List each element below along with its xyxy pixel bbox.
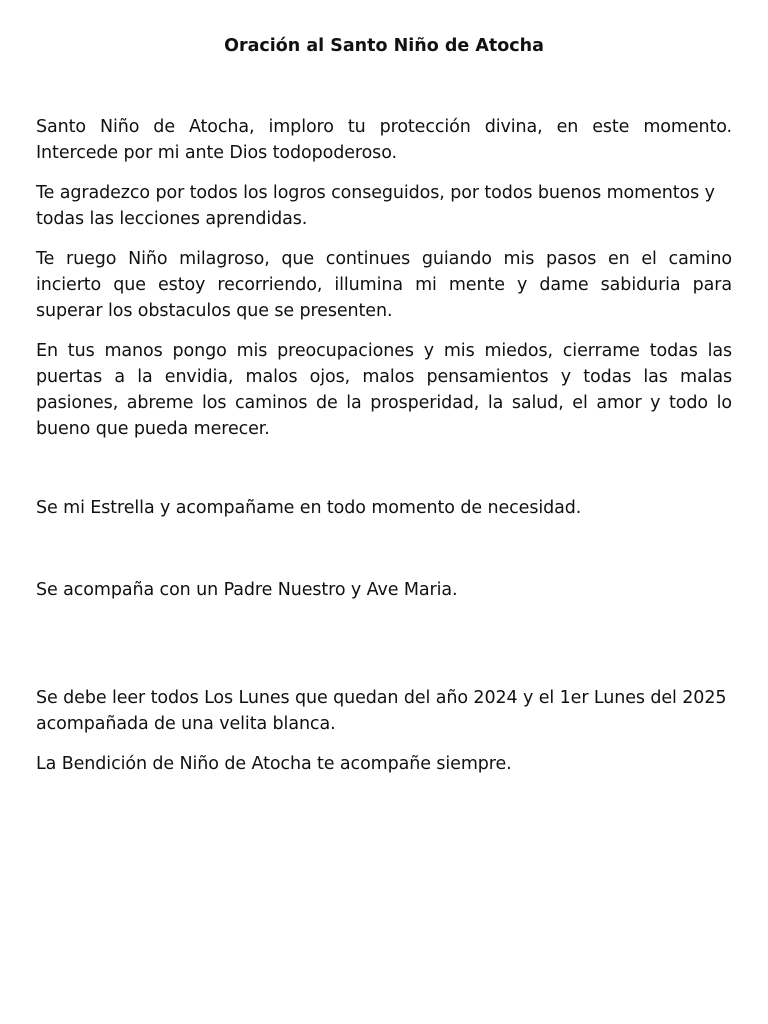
closing-blessing: La Bendición de Niño de Atocha te acompañe siempre. — [36, 754, 512, 774]
instruction-accompaniment: Se acompaña con un Padre Nuestro y Ave Maria. — [36, 580, 458, 600]
prayer-paragraph-invocation: Santo Niño de Atocha, imploro tu protección divina, en este momento. Intercede por mi ante Dios todopoderoso. — [36, 117, 732, 163]
prayer-paragraph-star: Se mi Estrella y acompañame en todo momento de necesidad. — [36, 498, 582, 518]
prayer-paragraph-guidance: Te ruego Niño milagroso, que continues guiando mis pasos en el camino incierto que estoy recorriendo, illumina mi mente y dame sabiduria para superar los obstaculos que se presenten. — [36, 249, 732, 321]
document-title: Oración al Santo Niño de Atocha — [224, 36, 544, 56]
instruction-schedule: Se debe leer todos Los Lunes que quedan del año 2024 y el 1er Lunes del 2025 acompañada de una velita blanca. — [36, 688, 727, 734]
prayer-paragraph-gratitude: Te agradezco por todos los logros conseguidos, por todos buenos momentos y todas las lecciones aprendidas. — [36, 183, 715, 229]
prayer-paragraph-protection: En tus manos pongo mis preocupaciones y mis miedos, cierrame todas las puertas a la envidia, malos ojos, malos pensamientos y todas las malas pasiones, abreme los caminos de la prosperidad, la salud, el amor y todo lo bueno que pueda merecer. — [36, 341, 732, 439]
